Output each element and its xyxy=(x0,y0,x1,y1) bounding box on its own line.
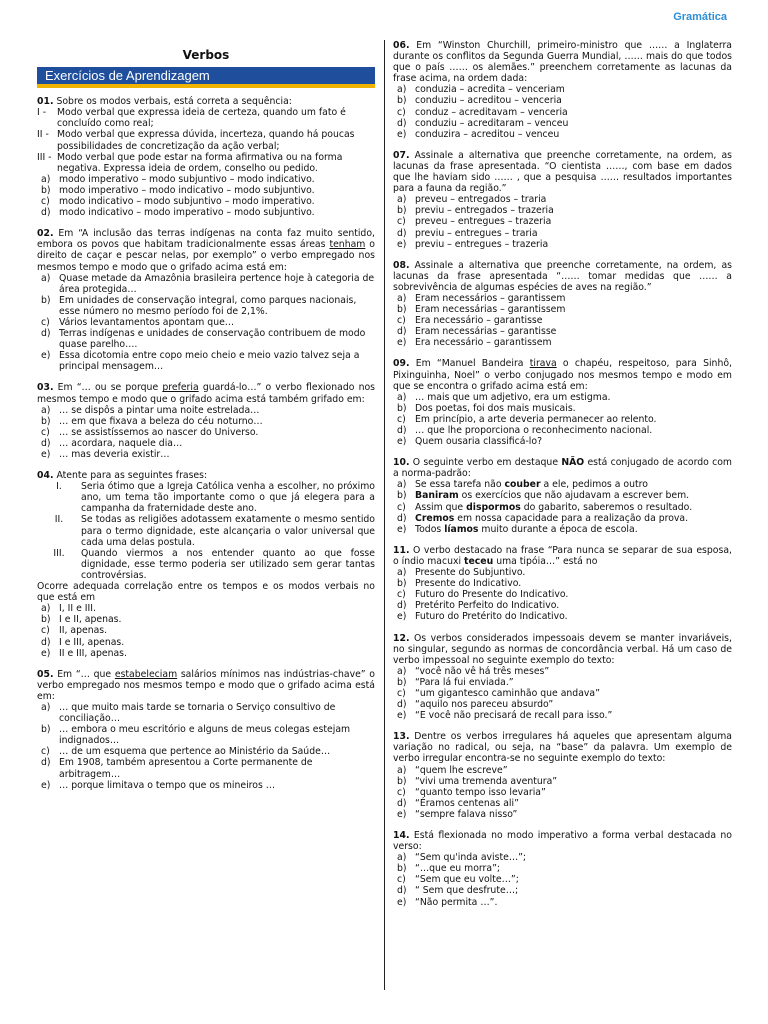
question-followup: Ocorre adequada correlação entre os tempos e os modos verbais no que está em xyxy=(37,581,375,604)
option-item: c) Em princípio, a arte deveria permanecer ao relento. xyxy=(397,413,657,425)
question-stem: 06. Em “Winston Churchill, primeiro-ministro que …… a Inglaterra durante os conflitos da Segunda Guerra Mundial, …… mais do que todos que o país …… os alemães.” preenchem corretamente as lacunas da frase acima, na ordem dada: xyxy=(393,40,732,85)
option-item: d) Em 1908, também apresentou a Corte permanente de arbitragem… xyxy=(41,757,313,780)
option-item: c) modo indicativo – modo subjuntivo – modo imperativo. xyxy=(41,196,315,208)
option-list xyxy=(37,174,375,218)
option-item: c) Futuro do Presente do Indicativo. xyxy=(397,589,569,601)
option-item: b) Baniram os exercícios que não ajudavam a escrever bem. xyxy=(397,490,690,502)
question-stem: 12. Os verbos considerados impessoais devem se manter invariáveis, no singular, segundo as normas de concordância verbal. Há um caso de verbo impessoal no seguinte exemplo do texto: xyxy=(393,632,732,666)
option-item: d) Eram necessárias – garantisse xyxy=(397,326,557,338)
option-item: c) “Sem que eu volte…”; xyxy=(397,874,519,886)
question-stem: 07. Assinale a alternativa que preenche corretamente, na ordem, as lacunas da frase apresentada. “O cientista ……, com base em dados que lhe haviam sido …… , que a pesquisa …… resultados importantes para a fauna da região.” xyxy=(393,149,732,195)
option-item: d) conduziu – acreditaram – venceu xyxy=(397,117,569,129)
option-item: d) “aquilo nos pareceu absurdo” xyxy=(397,699,554,711)
option-item: d) previu – entregues – traria xyxy=(397,227,538,239)
option-item: b) … embora o meu escritório e alguns de meus colegas estejam indignados… xyxy=(41,724,351,747)
option-item: e) conduzira – acreditou – venceu xyxy=(397,128,560,140)
option-item: c) … de um esquema que pertence ao Ministério da Saúde… xyxy=(41,746,331,758)
option-item: a) Quase metade da Amazônia brasileira pertence hoje à categoria de área protegida… xyxy=(41,272,375,295)
question-number: 05. xyxy=(37,668,54,680)
option-item: a) “Sem qu'inda aviste…”; xyxy=(397,852,527,864)
question-04 xyxy=(37,470,375,659)
option-list xyxy=(37,603,375,658)
statement-item: I. Seria ótimo que a Igreja Católica venha a escolher, no próximo ano, um tema tão importante como o que já elegera para a campanha da fraternidade deste ano. xyxy=(56,481,375,515)
option-item: c) Vários levantamentos apontam que… xyxy=(41,316,235,328)
option-item: c) “quanto tempo isso levaria” xyxy=(397,786,546,798)
option-item: b) Presente do Indicativo. xyxy=(397,578,522,590)
statement-item: II - Modo verbal que expressa dúvida, incerteza, quando há poucas possibilidades de concretização da ação verbal; xyxy=(37,129,355,152)
option-item: c) conduz – acreditavam – venceria xyxy=(397,106,568,118)
option-list xyxy=(393,84,732,139)
option-list xyxy=(37,405,375,460)
question-number: 10. xyxy=(393,457,410,469)
highlighted-verb: dispormos xyxy=(466,501,521,513)
question-03 xyxy=(37,382,375,460)
option-item: e) “Não permita …”. xyxy=(397,896,498,908)
question-stem: 03. Em “… ou se porque preferia guardá-lo…” o verbo flexionado nos mesmos tempo e modo que o grifado acima está também grifado em: xyxy=(37,382,375,405)
highlighted-verb: Baniram xyxy=(415,490,459,502)
option-list xyxy=(393,194,732,249)
question-number: 14. xyxy=(393,830,410,841)
option-item: a) … que muito mais tarde se tornaria o Serviço consultivo de conciliação… xyxy=(41,701,336,725)
option-item: e) Era necessário – garantissem xyxy=(397,337,552,349)
option-item: b) … em que fixava a beleza do céu noturno… xyxy=(41,415,263,427)
option-item: d) “Éramos centenas ali” xyxy=(397,797,519,809)
option-item: a) modo imperativo – modo subjuntivo – modo indicativo. xyxy=(41,173,315,185)
option-item: e) “E você não precisará de recall para isso.” xyxy=(397,710,613,722)
option-item: e) II e III, apenas. xyxy=(41,647,127,659)
option-item: e) Essa dicotomia entre copo meio cheio e meio vazio talvez seja a principal mensagem… xyxy=(41,350,360,373)
question-number: 11. xyxy=(393,544,410,556)
question-13 xyxy=(393,731,732,820)
option-item: a) “quem lhe escreve” xyxy=(397,764,508,776)
option-item: c) “um gigantesco caminhão que andava” xyxy=(397,687,600,699)
option-item: b) modo imperativo – modo indicativo – modo subjuntivo. xyxy=(41,184,315,196)
option-item: b) Dos poetas, foi dos mais musicais. xyxy=(397,402,576,414)
option-item: d) “ Sem que desfrute…; xyxy=(397,885,519,897)
highlighted-verb: couber xyxy=(504,479,541,491)
question-number: 03. xyxy=(37,382,54,394)
option-item: c) … se assistíssemos ao nascer do Universo. xyxy=(41,426,259,438)
question-stem: 08. Assinale a alternativa que preenche corretamente, na ordem, as lacunas da frase apresentada “…… tomar medidas que …… a sobrevivência de algumas espécies de aves na região.” xyxy=(393,259,732,293)
statement-item: I - Modo verbal que expressa ideia de certeza, quando um fato é concluído como real; xyxy=(37,107,346,130)
option-item: c) Era necessário – garantisse xyxy=(397,315,543,327)
question-11 xyxy=(393,545,732,623)
option-item: b) “…que eu morra”; xyxy=(397,863,501,875)
option-list xyxy=(393,852,732,907)
underlined-verb: preferia xyxy=(162,382,199,394)
option-list xyxy=(37,702,375,791)
question-number: 06. xyxy=(393,40,410,51)
question-number: 08. xyxy=(393,259,410,271)
question-stem: 02. Em “A inclusão das terras indígenas na conta faz muito sentido, embora os povos que habitam tradicionalmente essas áreas tenham o direito de caçar e pescar nelas, por exemplo” o verbo empregado nos mesmos tempo e modo que o grifado acima está em: xyxy=(37,228,375,273)
statement-list xyxy=(37,107,375,174)
page-title: Verbos xyxy=(182,48,230,62)
question-stem: 09. Em “Manuel Bandeira tirava o chapéu, respeitoso, para Sinhô, Pixinguinha, Noel” o verbo conjugado nos mesmos tempo e modo em que se encontra o grifado acima está em: xyxy=(393,358,732,392)
option-item: c) II, apenas. xyxy=(41,625,108,637)
subject-header: Gramática xyxy=(673,11,727,23)
option-item: e) “sempre falava nisso” xyxy=(397,808,518,820)
option-item: b) “Para lá fui enviada.” xyxy=(397,676,514,688)
option-item: b) previu – entregados – trazeria xyxy=(397,205,554,217)
statement-item: III. Quando viermos a nos entender quanto ao que fosse dignidade, esse termo poderia ser utilizado sem gerar tantas controvérsias. xyxy=(53,547,375,581)
option-item: d) … acordara, naquele dia… xyxy=(41,437,183,449)
stem-text: Sobre os modos verbais, está correta a sequência: xyxy=(56,96,292,108)
option-list xyxy=(393,479,732,534)
option-item: a) I, II e III. xyxy=(41,603,96,615)
question-number: 07. xyxy=(393,149,410,161)
option-list xyxy=(393,765,732,820)
option-item: e) previu – entregues – trazeria xyxy=(397,238,549,250)
option-item: a) Eram necessários – garantissem xyxy=(397,292,566,304)
question-number: 04. xyxy=(37,470,54,482)
underlined-verb: tenham xyxy=(329,239,366,251)
option-item: a) … mais que um adjetivo, era um estigma. xyxy=(397,391,611,403)
option-item: d) Pretérito Perfeito do Indicativo. xyxy=(397,600,560,612)
option-item: e) Quem ousaria classificá-lo? xyxy=(397,436,543,448)
option-item: a) Presente do Subjuntivo. xyxy=(397,567,526,579)
left-column xyxy=(37,40,375,801)
emphasis-word: NÃO xyxy=(561,457,585,469)
question-stem: 04. Atente para as seguintes frases: xyxy=(37,470,208,482)
option-item: d) modo indicativo – modo imperativo – modo subjuntivo. xyxy=(41,207,315,219)
option-item: d) … que lhe proporciona o reconhecimento nacional. xyxy=(397,425,653,436)
question-stem: 11. O verbo destacado na frase “Para nunca se separar de sua esposa, o índio macuxi teceu uma tipóia…” está no xyxy=(393,544,732,567)
question-number: 12. xyxy=(393,632,410,644)
option-item: e) Todos líamos muito durante a época de escola. xyxy=(397,523,638,535)
question-05 xyxy=(37,669,375,791)
option-list xyxy=(37,273,375,373)
option-item: b) Eram necessárias – garantissem xyxy=(397,304,566,316)
option-item: b) I e II, apenas. xyxy=(41,614,122,626)
statement-item: II. Se todas as religiões adotassem exatamente o mesmo sentido para o termo dignidade, este alcançaria o valor universal que cada uma delas postula. xyxy=(54,514,375,548)
statement-item: III - Modo verbal que pode estar na forma afirmativa ou na forma negativa. Expressa ideia de ordem, conselho ou pedido. xyxy=(37,151,343,174)
underlined-verb: estabeleciam xyxy=(114,668,178,680)
option-item: a) conduzia – acredita – venceriam xyxy=(397,84,565,96)
option-item: c) preveu – entregues – trazeria xyxy=(397,216,552,228)
option-item: a) … se dispôs a pintar uma noite estrelada… xyxy=(41,404,260,416)
question-number: 02. xyxy=(37,228,54,240)
question-01 xyxy=(37,96,375,218)
highlighted-verb: Cremos xyxy=(415,512,455,524)
option-item: c) Assim que dispormos do gabarito, saberemos o resultado. xyxy=(397,501,693,513)
option-item: d) I e III, apenas. xyxy=(41,636,125,648)
option-item: e) … mas deveria existir… xyxy=(41,449,170,460)
underlined-verb: tirava xyxy=(529,358,557,370)
question-stem: 10. O seguinte verbo em destaque NÃO está conjugado de acordo com a norma-padrão: xyxy=(393,457,732,480)
option-list xyxy=(393,392,732,447)
question-06 xyxy=(393,40,732,140)
option-list xyxy=(393,567,732,622)
question-08 xyxy=(393,260,732,349)
question-stem xyxy=(37,96,375,107)
option-item: a) Se essa tarefa não couber a ele, pedimos a outro xyxy=(397,479,648,491)
right-column xyxy=(393,40,732,918)
option-item: d) Terras indígenas e unidades de conservação contribuem de modo quase parelho…. xyxy=(41,328,366,351)
highlighted-verb: teceu xyxy=(464,555,494,567)
highlighted-verb: líamos xyxy=(444,523,479,535)
option-item: b) Em unidades de conservação integral, como parques nacionais, esse número no mesmo período foi de 2,1%. xyxy=(41,294,357,317)
option-item: d) Cremos em nossa capacidade para a realização da prova. xyxy=(397,512,689,524)
question-12 xyxy=(393,633,732,722)
option-item: e) Futuro do Pretérito do Indicativo. xyxy=(397,611,568,623)
option-list xyxy=(393,666,732,721)
question-07 xyxy=(393,150,732,250)
option-item: e) … porque limitava o tempo que os mineiros … xyxy=(41,779,276,791)
option-item: a) “você não vê há três meses” xyxy=(397,665,550,677)
question-stem: 14. Está flexionada no modo imperativo a forma verbal destacada no verso: xyxy=(393,830,732,853)
question-number: 13. xyxy=(393,731,410,743)
question-09 xyxy=(393,358,732,447)
option-item: b) “vivi uma tremenda aventura” xyxy=(397,775,558,787)
column-divider xyxy=(384,40,385,990)
question-14 xyxy=(393,830,732,908)
question-stem: 13. Dentre os verbos irregulares há aqueles que apresentam alguma variação no radical, ou seja, na “base” da palavra. Um exemplo de verbo irregular encontra-se no seguinte exemplo do texto: xyxy=(393,731,732,765)
option-item: b) conduziu – acreditou – venceria xyxy=(397,95,562,107)
option-item: a) preveu – entregados – traria xyxy=(397,194,547,206)
question-stem: 05. Em “… que estabeleciam salários mínimos nas indústrias-chave” o verbo empregado nos mesmos tempo e modo que o grifado acima está em: xyxy=(37,668,375,702)
statement-list xyxy=(37,481,375,581)
question-02 xyxy=(37,228,375,372)
question-number: 09. xyxy=(393,358,410,370)
section-banner: Exercícios de Aprendizagem xyxy=(37,67,375,88)
question-10 xyxy=(393,457,732,535)
option-list xyxy=(393,293,732,348)
question-number: 01. xyxy=(37,96,54,108)
